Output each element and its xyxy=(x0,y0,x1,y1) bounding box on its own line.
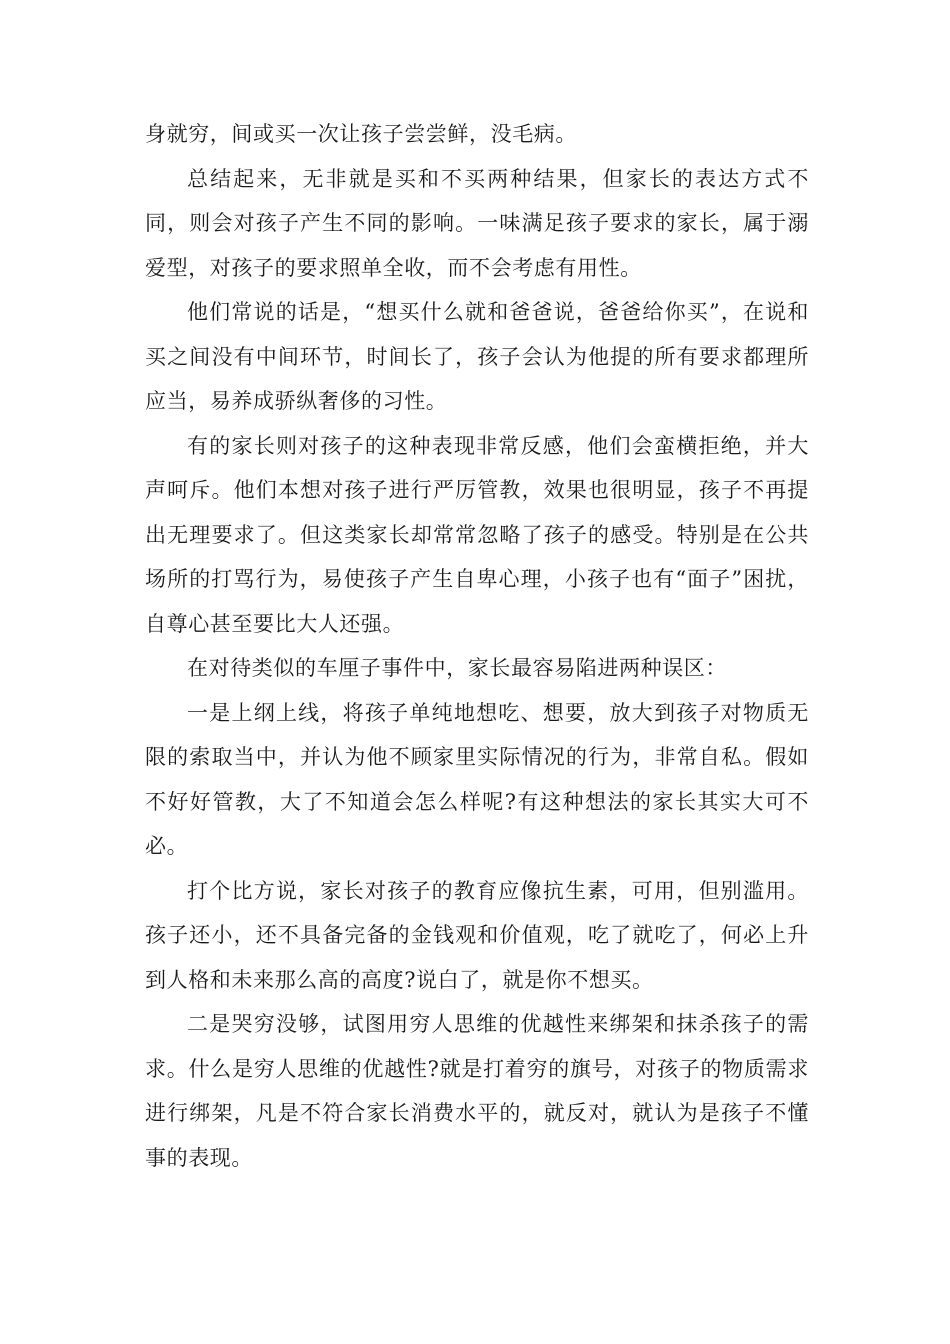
paragraph: 有的家长则对孩子的这种表现非常反感，他们会蛮横拒绝，并大声呵斥。他们本想对孩子进行严厉管教，效果也很明显，孩子不再提出无理要求了。但这类家长却常常忽略了孩子的感受。特别是在公共场所的打骂行为，易使孩子产生自卑心理，小孩子也有“面子”困扰，自尊心甚至要比大人还强。 xyxy=(145,433,809,636)
paragraph: 总结起来，无非就是买和不买两种结果，但家长的表达方式不同，则会对孩子产生不同的影响。一味满足孩子要求的家长，属于溺爱型，对孩子的要求照单全收，而不会考虑有用性。 xyxy=(145,166,809,280)
paragraph: 二是哭穷没够，试图用穷人思维的优越性来绑架和抹杀孩子的需求。什么是穷人思维的优越性?就是打着穷的旗号，对孩子的物质需求进行绑架，凡是不符合家长消费水平的，就反对，就认为是孩子不懂事的表现。 xyxy=(145,1012,809,1170)
paragraph: 一是上纲上线，将孩子单纯地想吃、想要，放大到孩子对物质无限的索取当中，并认为他不顾家里实际情况的行为，非常自私。假如不好好管教，大了不知道会怎么样呢?有这种想法的家长其实大可不必。 xyxy=(145,700,809,858)
paragraph: 身就穷，间或买一次让孩子尝尝鲜，没毛病。 xyxy=(145,122,577,146)
paragraph: 他们常说的话是，“想买什么就和爸爸说，爸爸给你买”，在说和买之间没有中间环节，时间长了，孩子会认为他提的所有要求都理所应当，易养成骄纵奢侈的习性。 xyxy=(145,300,809,413)
paragraph: 打个比方说，家长对孩子的教育应像抗生素，可用，但别滥用。孩子还小，还不具备完备的金钱观和价值观，吃了就吃了，何必上升到人格和未来那么高的高度?说白了，就是你不想买。 xyxy=(145,878,809,992)
paragraph: 在对待类似的车厘子事件中，家长最容易陷进两种误区： xyxy=(187,656,727,680)
document-body xyxy=(145,112,809,1180)
